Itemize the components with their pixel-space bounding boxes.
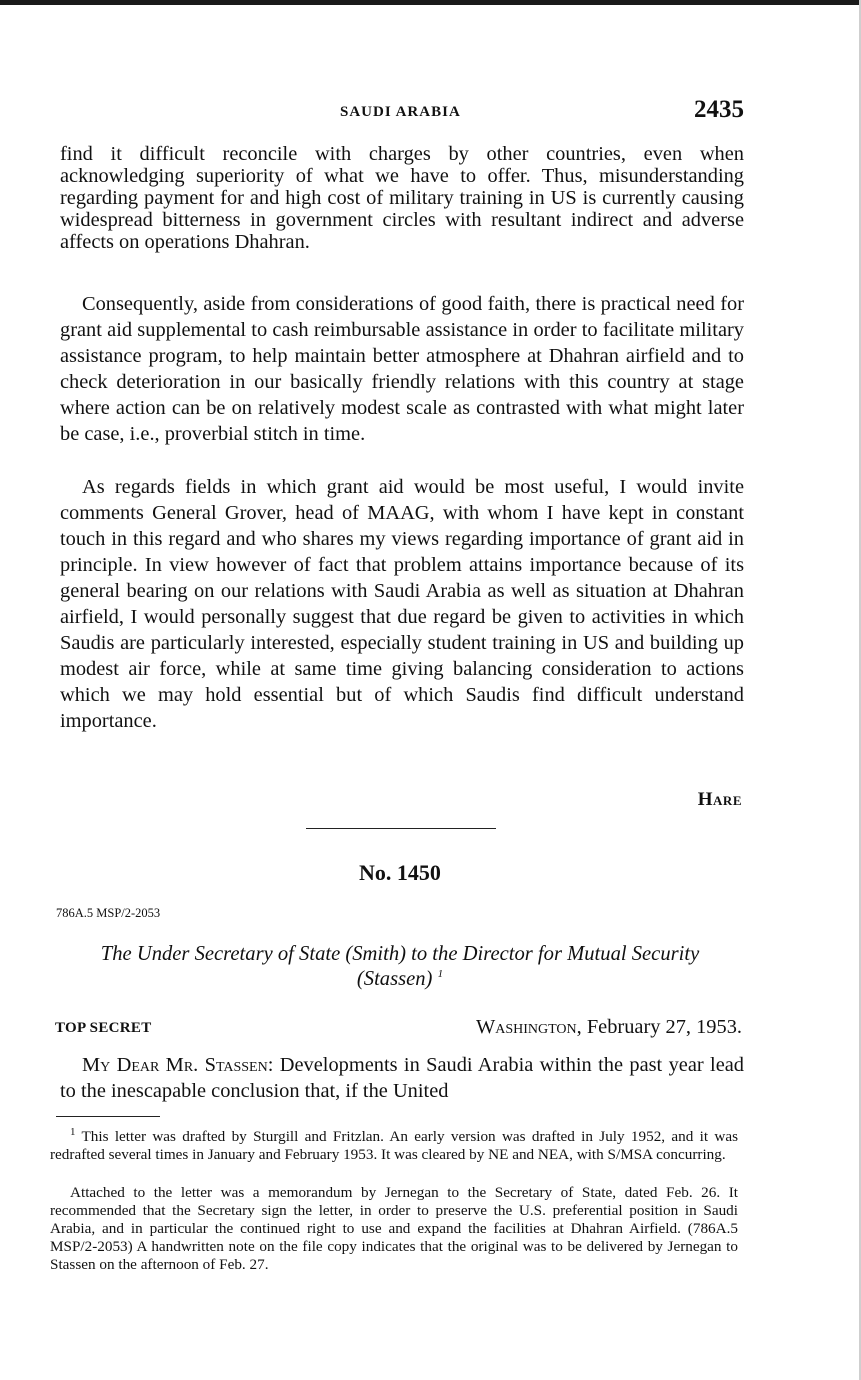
footnote-1-marker: 1: [70, 1125, 76, 1138]
document-title-text: The Under Secretary of State (Smith) to the Director for Mutual Security (Stassen): [100, 943, 700, 990]
footnote-1-continuation: Attached to the letter was a memorandum by Jernegan to the Secretary of State, dated Feb. 26. It recommended that the Secretary sign the letter, in order to preserve the U.S. preferential position in Saudi Arabia, and in particular the continued right to use and expand the facilities at Dhahran Airfield. (786A.5 MSP/2-2053) A handwritten note on the file copy indicates that the original was to be delivered by Jernegan to Stassen on the afternoon of Feb. 27.: [50, 1184, 738, 1273]
footnote-divider: [56, 1116, 160, 1117]
dateline: [408, 1016, 742, 1039]
classification-label: TOP SECRET: [55, 1020, 152, 1036]
footnote-1-text: This letter was drafted by Sturgill and Fritzlan. An early version was drafted in July 1952, and it was redrafted several times in January and February 1953. It was cleared by NE and NEA, with S/MSA concurring.: [50, 1128, 738, 1163]
page-number: 2435: [694, 96, 744, 123]
signature: Hare: [697, 789, 742, 810]
letter-opening: [60, 1052, 744, 1104]
salutation-colon: :: [267, 1054, 274, 1076]
running-head: SAUDI ARABIA: [340, 104, 461, 120]
paragraph-continuation: find it difficult reconcile with charges by other countries, even when acknowledging superiority of what we have to offer. Thus, misunderstanding regarding payment for and high cost of military training in US is currently causing widespread bitterness in government circles with resultant indirect and adverse affects on operations Dhahran.: [60, 143, 744, 253]
paragraph-consequently: Consequently, aside from considerations of good faith, there is practical need for grant aid supplemental to cash reimbursable assistance in order to facilitate military assistance program, to help maintain better atmosphere at Dhahran airfield and to check deterioration in our basically friendly relations with this country at stage where action can be on relatively modest scale as contrasted with what might later be case, i.e., proverbial stitch in time.: [60, 293, 744, 445]
paragraph-grant-aid-fields: As regards fields in which grant aid would be most useful, I would invite comments General Grover, head of MAAG, with whom I have kept in constant touch in this regard and who shares my views regarding importance of grant aid in principle. In view however of fact that problem attains importance because of its general bearing on our relations with Saudi Arabia as well as situation at Dhahran airfield, I would personally suggest that due regard be given to activities in which Saudis are particularly interested, especially student training in US and building up modest air force, while at same time giving balancing consideration to actions which we may hold essential but of which Saudis find difficult understand importance.: [60, 476, 744, 732]
dateline-date: , February 27, 1953.: [576, 1016, 742, 1038]
document-title: [60, 942, 740, 992]
file-reference: 786A.5 MSP/2-2053: [56, 906, 161, 920]
salutation: My Dear Mr. Stassen: [82, 1054, 268, 1076]
dateline-place: Washington: [475, 1016, 577, 1038]
footnote-marker: 1: [437, 968, 444, 981]
document-number: No. 1450: [359, 860, 441, 885]
page-top-border: [0, 0, 861, 5]
section-divider: [306, 828, 496, 829]
footnote-1: [50, 1125, 738, 1164]
opening-text: Developments in Saudi Arabia within the past year lead to the inescapable conclusion that, if the United: [60, 1054, 744, 1102]
